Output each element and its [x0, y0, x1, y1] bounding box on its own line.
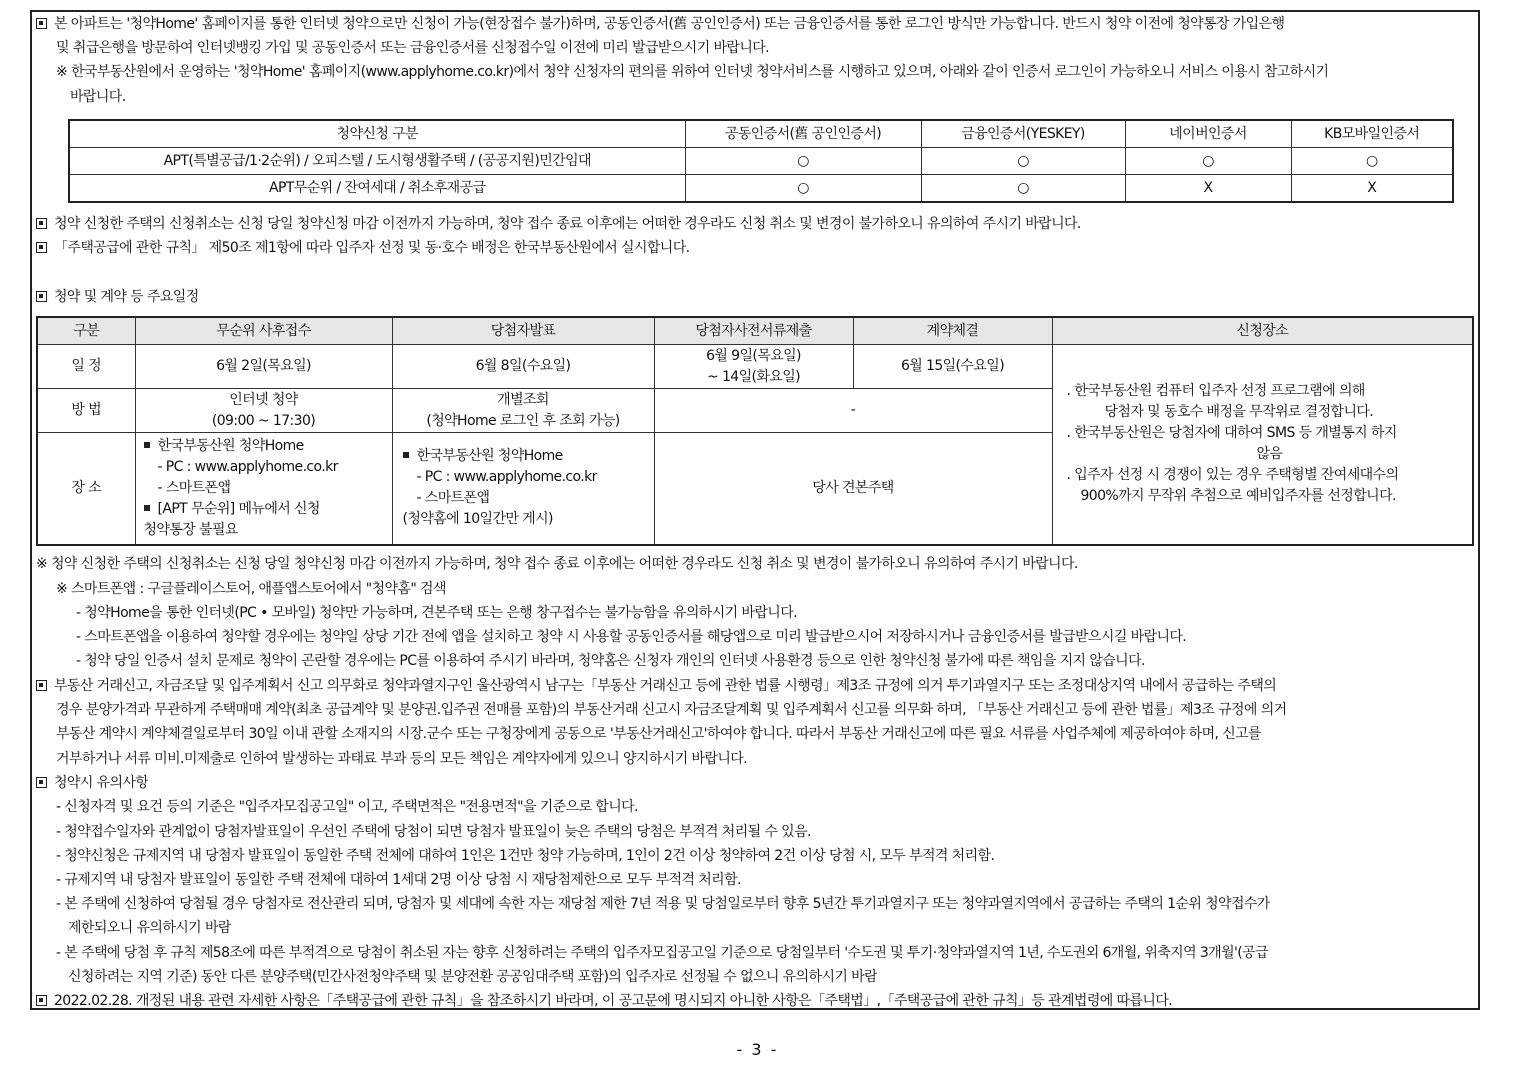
page-number: - 3 -	[736, 1040, 779, 1059]
cert-mark: X	[1125, 175, 1291, 203]
caution-item: - 신청자격 및 요건 등의 기준은 "입주자모집공고일" 이고, 주택면적은 "전용면적"을 기준으로 합니다.	[56, 799, 638, 815]
intro-line-4: 바랍니다.	[70, 89, 126, 105]
intro-line-3: ※ 한국부동산원에서 운영하는 '청약Home' 홈페이지(www.applyhome.co.kr)에서 청약 신청자의 편의를 위하여 인터넷 청약서비스를 시행하고 있으며, 아래와 같이 인증서 로그인이 가능하오니 서비스 이용시 참고하시기	[56, 64, 1329, 80]
bullet-dot-icon	[144, 505, 150, 511]
cert-mark: ○	[1125, 148, 1291, 175]
caution-item: 제한되오니 유의하시기 바람	[68, 920, 231, 936]
location-note: 900%까지 무작위 추첨으로 예비입주자를 선정합니다.	[1080, 488, 1396, 505]
date-docs-end: ~ 14일(화요일)	[706, 368, 800, 385]
note-line: ※ 청약 신청한 주택의 신청취소는 신청 당일 청약신청 마감 이전까지 가능하며, 청약 접수 종료 이후에는 어떠한 경우라도 신청 취소 및 변경이 불가하오니 유의하여 주시기 바랍니다.	[36, 556, 1078, 572]
bullet-square-icon	[36, 218, 47, 229]
date-docs-start: 6월 9일(목요일)	[706, 347, 801, 364]
place-line: [APT 무순위] 메뉴에서 신청	[144, 499, 388, 520]
cert-header-cell: 청약신청 구분	[69, 120, 685, 148]
location-note: 않음	[1256, 446, 1283, 463]
location-note: . 한국부동산원 컴퓨터 입주자 선정 프로그램에 의해	[1066, 383, 1365, 400]
cert-header-row	[69, 120, 1453, 148]
place-line: (청약홈에 10일간만 게시)	[402, 511, 553, 528]
place-line: - PC : www.applyhome.co.kr	[157, 458, 338, 475]
cert-header-cell: 금융인증서(YESKEY)	[921, 120, 1125, 148]
method-apply-line: 인터넷 청약	[229, 391, 298, 408]
cert-mark: ○	[685, 175, 921, 203]
location-note: . 입주자 선정 시 경쟁이 있는 경우 주택형별 잔여세대수의	[1066, 467, 1399, 484]
method-apply	[135, 389, 392, 433]
caution-item: - 청약접수일자와 관계없이 당첨자발표일이 우선인 주택에 당첨이 되면 당첨자 발표일이 늦은 주택의 당첨은 부적격 처리될 수 있음.	[56, 824, 811, 840]
schedule-header-cell: 계약체결	[853, 317, 1052, 345]
method-apply-time: (09:00 ~ 17:30)	[211, 412, 316, 429]
schedule-header-row	[37, 317, 1473, 345]
cert-mark: X	[1291, 175, 1453, 203]
intro-line-2: 및 취급은행을 방문하여 인터넷뱅킹 가입 및 공동인증서 또는 금융인증서를 신청접수일 이전에 미리 발급받으시기 바랍니다.	[56, 40, 770, 56]
certificate-table	[68, 119, 1454, 203]
date-announce: 6월 8일(수요일)	[392, 345, 654, 389]
cert-header-cell: KB모바일인증서	[1291, 120, 1453, 148]
cert-mark: ○	[921, 175, 1125, 203]
method-announce	[392, 389, 654, 433]
note-line: - 청약 당일 인증서 설치 문제로 청약이 곤란할 경우에는 PC를 이용하여 주시기 바라며, 청약홈은 신청자 개인의 인터넷 사용환경 등으로 인한 청약신청 불가에 따른 책임을 지지 않습니다.	[76, 653, 1145, 669]
cert-row-label: APT무순위 / 잔여세대 / 취소후재공급	[69, 175, 685, 203]
caution-item: - 청약신청은 규제지역 내 당첨자 발표일이 동일한 주택 전체에 대하여 1인은 1건만 청약 가능하며, 1인이 2건 이상 청약하여 2건 이상 당첨 시, 모두 부적격 처리함.	[56, 848, 995, 864]
place-line: - PC : www.applyhome.co.kr	[416, 469, 597, 486]
date-apply: 6월 2일(목요일)	[135, 345, 392, 389]
cert-mark: ○	[1291, 148, 1453, 175]
row-label: 방 법	[37, 389, 135, 433]
realestate-line: 부동산 거래신고, 자금조달 및 입주계획서 신고 의무화로 청약과열지구인 울산광역시 남구는「부동산 거래신고 등에 관한 법률 시행령」제3조 규정에 의거 투기과열지구 또는 조정대상지역 내에서 공급하는 주택의	[36, 674, 1276, 698]
note-selection: 「주택공급에 관한 규칙」 제50조 제1항에 따라 입주자 선정 및 동·호수 배정은 한국부동산원에서 실시합니다.	[36, 236, 690, 260]
schedule-table	[36, 316, 1474, 546]
schedule-header-cell: 신청장소	[1052, 317, 1473, 345]
cert-row-label: APT(특별공급/1·2순위) / 오피스텔 / 도시형생활주택 / (공공지원)민간임대	[69, 148, 685, 175]
place-rest: 당사 견본주택	[654, 433, 1052, 545]
schedule-header-cell: 무순위 사후접수	[135, 317, 392, 345]
schedule-title: 청약 및 계약 등 주요일정	[36, 285, 199, 309]
caution-item: 신청하려는 지역 기준) 동안 다른 분양주택(민간사전청약주택 및 분양전환 공공임대주택 포함)의 입주자로 선정될 수 없으니 유의하시기 바람	[68, 969, 878, 985]
cert-header-cell: 네이버인증서	[1125, 120, 1291, 148]
note-line: - 청약Home을 통한 인터넷(PC • 모바일) 청약만 가능하며, 견본주택 또는 은행 창구접수는 불가능함을 유의하시기 바랍니다.	[76, 605, 797, 621]
place-line: - 스마트폰앱	[416, 490, 490, 507]
date-contract: 6월 15일(수요일)	[853, 345, 1052, 389]
bullet-dot-icon	[144, 442, 150, 448]
place-line: 한국부동산원 청약Home	[403, 446, 650, 467]
bullet-square-icon	[36, 680, 47, 691]
location-notes	[1052, 345, 1473, 545]
bullet-square-icon	[36, 18, 47, 29]
place-line: 한국부동산원 청약Home	[144, 436, 388, 457]
bullet-square-icon	[36, 242, 47, 253]
schedule-row-date	[37, 345, 1473, 389]
schedule-header-cell: 당첨자발표	[392, 317, 654, 345]
schedule-header-cell: 구분	[37, 317, 135, 345]
method-announce-note: (청약Home 로그인 후 조회 가능)	[426, 412, 620, 429]
cert-row	[69, 148, 1453, 175]
cert-header-cell: 공동인증서(舊 공인인증서)	[685, 120, 921, 148]
place-line: 청약통장 불필요	[143, 521, 238, 538]
intro-line-1: 본 아파트는 '청약Home' 홈페이지를 통한 인터넷 청약으로만 신청이 가능(현장접수 불가)하며, 공동인증서(舊 공인인증서) 또는 금융인증서를 통한 로그인 방식만 가능합니다. 반드시 청약 이전에 청약통장 가입은행	[36, 12, 1284, 36]
bullet-square-icon	[36, 995, 47, 1006]
method-rest: -	[654, 389, 1052, 433]
caution-item: - 본 주택에 당첨 후 규칙 제58조에 따른 부적격으로 당첨이 취소된 자는 향후 신청하려는 주택의 입주자모집공고일 기준으로 당첨일부터 '수도권 및 투기·청약과열지역 1년, 수도권외 6개월, 위축지역 3개월'(공급	[56, 945, 1268, 961]
final-note: 2022.02.28. 개정된 내용 관련 자세한 사항은「주택공급에 관한 규칙」을 참조하시기 바라며, 이 공고문에 명시되지 아니한 사항은「주택법」,「주택공급에 관한 규칙」등 관계법령에 따릅니다.	[36, 989, 1172, 1013]
place-apply	[135, 433, 392, 545]
place-line: - 스마트폰앱	[157, 479, 231, 496]
realestate-line: 경우 분양가격과 무관하게 주택매매 계약(최초 공급계약 및 분양권.입주권 전매를 포함)의 부동산거래 신고시 자금조달계획 및 입주계획서 신고를 의무화 하며, 「부동산 거래신고 등에 관한 법률」제3조 규정에 의거	[56, 702, 1287, 718]
row-label: 장 소	[37, 433, 135, 545]
bullet-square-icon	[36, 291, 47, 302]
caution-title: 청약시 유의사항	[36, 771, 148, 795]
schedule-header-cell: 당첨자사전서류제출	[654, 317, 853, 345]
method-announce-line: 개별조회	[497, 391, 549, 408]
caution-item: - 규제지역 내 당첨자 발표일이 동일한 주택 전체에 대하여 1세대 2명 이상 당첨 시 재당첨제한으로 모두 부적격 처리함.	[56, 872, 741, 888]
realestate-line: 부동산 계약시 계약체결일로부터 30일 이내 관할 소재지의 시장.군수 또는 구청장에게 공동으로 '부동산거래신고'하여야 합니다. 따라서 부동산 거래신고에 따른 필요 서류를 사업주체에 제공하여야 하며, 신고를	[56, 726, 1261, 742]
date-docs	[654, 345, 853, 389]
cert-mark: ○	[921, 148, 1125, 175]
note-line: - 스마트폰앱을 이용하여 청약할 경우에는 청약일 상당 기간 전에 앱을 설치하고 청약 시 사용할 공동인증서를 해당앱으로 미리 발급받으시어 저장하시거나 금융인증서를 발급받으시길 바랍니다.	[76, 629, 1187, 645]
row-label: 일 정	[37, 345, 135, 389]
cert-mark: ○	[685, 148, 921, 175]
bullet-dot-icon	[403, 452, 409, 458]
realestate-line: 거부하거나 서류 미비.미제출로 인하여 발생하는 과태료 부과 등의 모든 책임은 계약자에게 있으니 양지하시기 바랍니다.	[56, 751, 748, 767]
location-note: . 한국부동산원은 당첨자에 대하여 SMS 등 개별통지 하지	[1066, 425, 1397, 442]
caution-item: - 본 주택에 신청하여 당첨될 경우 당첨자로 전산관리 되며, 당첨자 및 세대에 속한 자는 재당첨 제한 7년 적용 및 당첨일로부터 향후 5년간 투기과열지구 또는 청약과열지역에서 공급하는 주택의 1순위 청약접수가	[56, 896, 1270, 912]
place-announce	[392, 433, 654, 545]
location-note: 당첨자 및 동호수 배정을 무작위로 결정합니다.	[1104, 404, 1374, 421]
cert-row	[69, 175, 1453, 203]
note-cancel: 청약 신청한 주택의 신청취소는 신청 당일 청약신청 마감 이전까지 가능하며, 청약 접수 종료 이후에는 어떠한 경우라도 신청 취소 및 변경이 불가하오니 유의하여 주시기 바랍니다.	[36, 212, 1081, 236]
bullet-square-icon	[36, 777, 47, 788]
note-line: ※ 스마트폰앱 : 구글플레이스토어, 애플앱스토어에서 "청약홈" 검색	[56, 581, 446, 597]
